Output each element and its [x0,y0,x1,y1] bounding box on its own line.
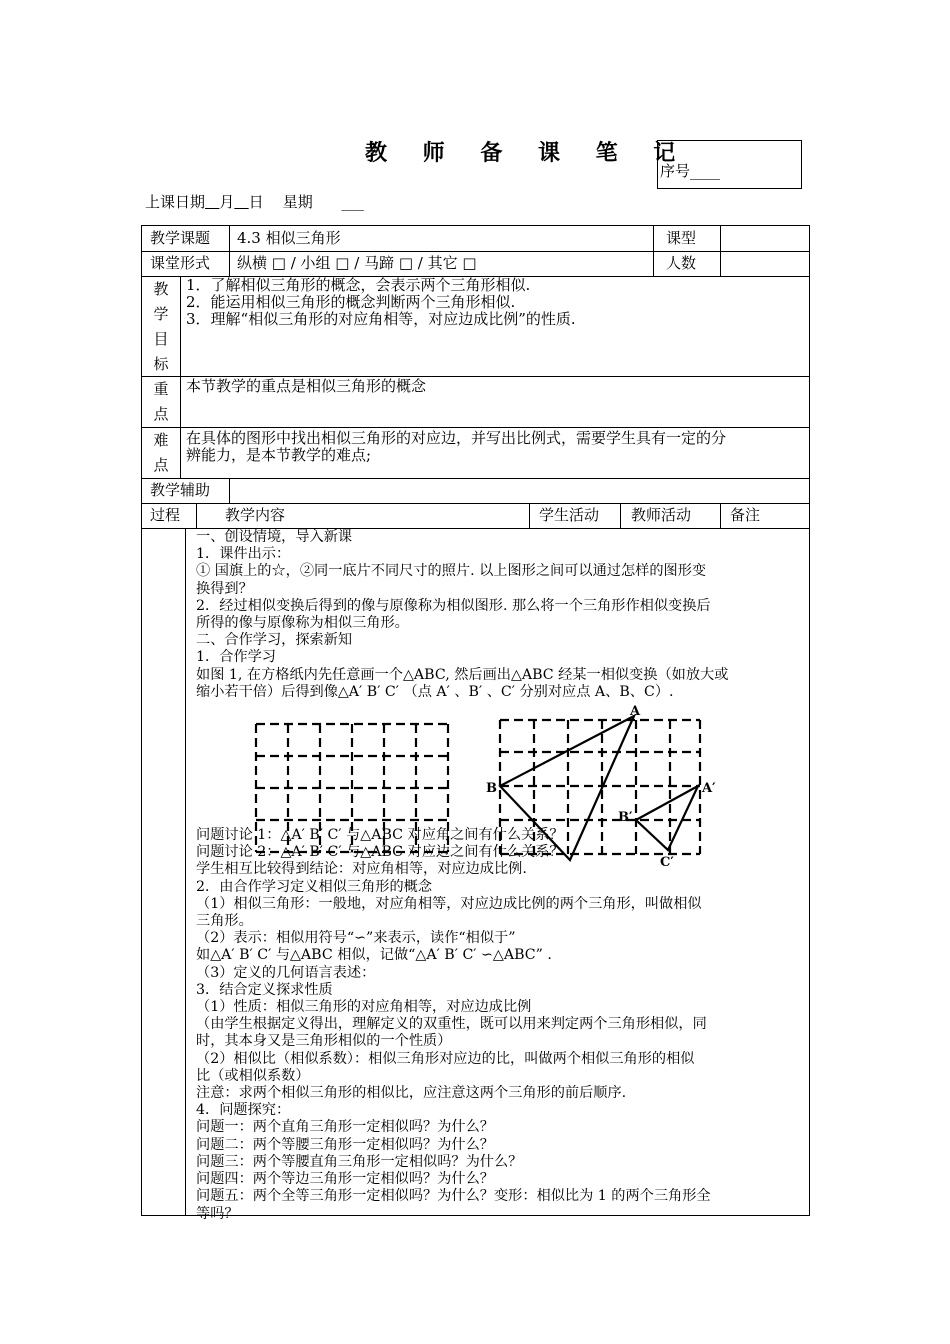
student-count-label: 人数 [666,254,697,272]
content-line: 3．结合定义探求性质 [196,981,333,998]
content-label: 教学内容 [225,506,286,524]
class-form-options: 纵横 □ / 小组 □ / 马蹄 □ / 其它 □ [237,254,477,272]
content-line: （由学生根据定义得出，理解定义的双重性，既可以用来判定两个三角形相似，同 [196,1016,707,1033]
content-line: 2．经过相似变换后得到的像与原像称为相似图形. 那么将一个三角形作相似变换后 [196,597,711,614]
vertex-a-label: A [630,704,641,719]
teacher-activity-label: 教师活动 [631,506,692,524]
vertex-a-prime-label: A′ [702,781,716,796]
serial-number-label: 序号____ [660,162,721,180]
topic-value: 4.3 相似三角形 [237,229,341,247]
teaching-aid-label: 教学辅助 [150,481,211,499]
content-line: ① 国旗上的☆，②同一底片不同尺寸的照片. 以上图形之间可以通过怎样的图形变 [196,563,707,580]
class-date-line [145,191,364,212]
weekday-blank: ___ [341,193,364,211]
page-title: 教 师 备 课 笔 记 [365,140,690,166]
content-line: 4．问题探究： [196,1102,291,1119]
content-line: 问题二：两个等腰三角形一定相似吗？为什么？ [196,1136,494,1153]
content-line: 问题一：两个直角三角形一定相似吗？为什么？ [196,1119,494,1136]
day-label: 日 [248,193,264,211]
content-line: 如图 1, 在方格纸内先任意画一个△ABC, 然后画出△ABC 经某一相似变换（如放大或 [196,666,729,683]
lesson-type-label: 课型 [666,229,697,247]
goals-label: 教 学 目 标 [153,280,169,373]
vertex-b-label: B [486,781,497,796]
goal-item: 1．了解相似三角形的概念，会表示两个三角形相似. [186,276,531,294]
content-line: 换得到？ [196,580,253,597]
month-label: 月 [219,193,235,211]
content-line: 问题三：两个等腰直角三角形一定相似吗？为什么？ [196,1153,523,1170]
date-label: 上课日期 [145,193,206,211]
content-line: 如△A′ B′ C′ 与△ABC 相似，记做“△A′ B′ C′ ∽△ABC” . [196,947,552,964]
difficulty-label: 难 点 [153,431,169,474]
content-line: 时，其本身又是三角形相似的一个性质） [196,1033,452,1050]
vertex-c-prime-label: C′ [660,855,674,870]
content-line: 问题讨论 1：△A′ B′ C′ 与△ABC 对应角之间有什么关系？ [196,827,564,844]
content-line: 2．由合作学习定义相似三角形的概念 [196,878,433,895]
content-line: （2）表示：相似用符号“∽”来表示，读作“相似于” [196,930,516,947]
goal-item: 3．理解“相似三角形的对应角相等，对应边成比例”的性质. [186,310,576,328]
key-point-text: 本节教学的重点是相似三角形的概念 [186,377,427,395]
content-line: （3）定义的几何语言表述： [196,964,376,981]
difficulty-text: 辨能力，是本节教学的难点; [186,446,372,464]
left-dashed-grid [256,724,448,852]
content-line: （1）相似三角形：一般地，对应角相等，对应边成比例的两个三角形，叫做相似 [196,895,702,912]
content-line: 缩小若干倍）后得到像△A′ B′ C′ （点 A′ 、B′ 、C′ 分别对应点 A、B、C）. [196,683,674,700]
content-line: 问题四：两个等边三角形一定相似吗？为什么？ [196,1171,494,1188]
content-line: 比（或相似系数） [196,1067,310,1084]
content-line: 学生相互比较得到结论：对应角相等，对应边成比例. [196,861,527,878]
key-point-label: 重 点 [153,380,169,423]
triangle-a2b2c2 [636,786,698,850]
content-line: 所得的像与原像称为相似三角形。 [196,615,409,632]
similar-triangles-figure [240,700,720,870]
topic-label: 教学课题 [150,229,211,247]
student-activity-label: 学生活动 [539,506,600,524]
content-line: 1．课件出示： [196,546,291,563]
content-line: 二、合作学习，探索新知 [196,632,353,649]
content-line: 问题五：两个全等三角形一定相似吗？为什么？变形：相似比为 1 的两个三角形全 [196,1188,711,1205]
content-line: 一、创设情境，导入新课 [196,529,353,545]
content-line: 三角形。 [196,913,253,930]
process-label: 过程 [150,506,181,524]
content-line: （1）性质：相似三角形的对应角相等，对应边成比例 [196,999,532,1016]
right-dashed-grid [500,720,700,854]
content-line: （2）相似比（相似系数）：相似三角形对应边的比，叫做两个相似三角形的相似 [196,1050,695,1067]
content-line: 问题讨论 2：△A′ B′ C′ 与△ABC 对应边之间有什么关系？ [196,844,564,861]
weekday-label: 星期 [282,193,313,211]
content-line: 注意：求两个相似三角形的相似比，应注意这两个三角形的前后顺序. [196,1085,627,1102]
vertex-b-prime-label: B′ [618,810,633,825]
lesson-content [196,529,806,1223]
serial-number-box [657,140,802,189]
content-line: 等吗？ [196,1205,239,1222]
content-line: 1．合作学习 [196,649,276,666]
note-label: 备注 [730,506,761,524]
class-form-label: 课堂形式 [150,254,211,272]
goal-item: 2．能运用相似三角形的概念判断两个三角形相似. [186,293,516,311]
difficulty-text: 在具体的图形中找出相似三角形的对应边，并写出比例式，需要学生具有一定的分 [186,429,727,447]
